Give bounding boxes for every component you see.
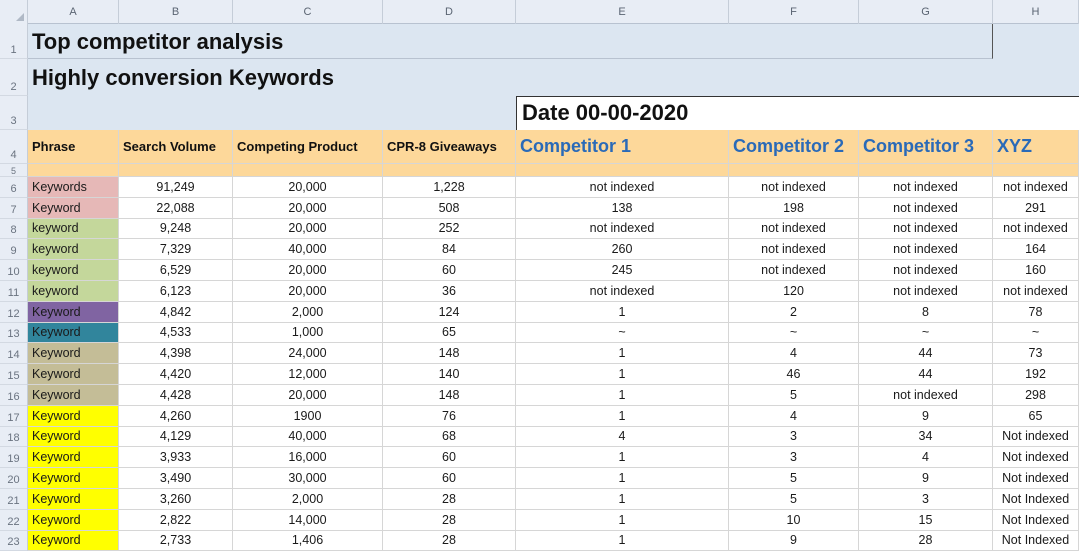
row-number[interactable]: 13 bbox=[0, 323, 28, 344]
row-number[interactable]: 15 bbox=[0, 364, 28, 385]
column-header-d[interactable]: D bbox=[383, 0, 516, 24]
phrase-cell[interactable]: Keyword bbox=[28, 447, 119, 468]
data-cell[interactable]: ~ bbox=[516, 323, 729, 344]
phrase-cell[interactable]: Keyword bbox=[28, 489, 119, 510]
data-cell[interactable]: not indexed bbox=[729, 177, 859, 198]
header-cell[interactable]: Competitor 1 bbox=[516, 130, 729, 164]
data-cell[interactable]: 9 bbox=[859, 406, 993, 427]
data-cell[interactable]: 1 bbox=[516, 343, 729, 364]
row-number[interactable]: 17 bbox=[0, 406, 28, 427]
data-cell[interactable]: 28 bbox=[383, 510, 516, 531]
table-row bbox=[0, 489, 1079, 510]
data-cell[interactable]: 298 bbox=[993, 385, 1079, 406]
phrase-cell[interactable]: keyword bbox=[28, 239, 119, 260]
data-cell[interactable]: 44 bbox=[859, 343, 993, 364]
column-header-a[interactable]: A bbox=[28, 0, 119, 24]
table-row bbox=[0, 198, 1079, 219]
data-cell[interactable]: 7,329 bbox=[119, 239, 233, 260]
data-cell[interactable]: 34 bbox=[859, 427, 993, 448]
data-cell[interactable]: 30,000 bbox=[233, 468, 383, 489]
data-cell[interactable]: ~ bbox=[859, 323, 993, 344]
data-cell[interactable]: 1 bbox=[516, 447, 729, 468]
table-row bbox=[0, 239, 1079, 260]
data-cell[interactable]: 20,000 bbox=[233, 177, 383, 198]
data-cell[interactable]: 160 bbox=[993, 260, 1079, 281]
data-cell[interactable]: 3 bbox=[729, 427, 859, 448]
data-cell[interactable]: 120 bbox=[729, 281, 859, 302]
data-cell[interactable]: 2 bbox=[729, 302, 859, 323]
row-number[interactable]: 9 bbox=[0, 239, 28, 260]
phrase-cell[interactable]: Keyword bbox=[28, 510, 119, 531]
data-cell[interactable]: 22,088 bbox=[119, 198, 233, 219]
data-cell[interactable]: 60 bbox=[383, 447, 516, 468]
data-cell[interactable]: not indexed bbox=[859, 239, 993, 260]
data-cell[interactable]: 192 bbox=[993, 364, 1079, 385]
data-cell[interactable]: 4,129 bbox=[119, 427, 233, 448]
phrase-cell[interactable]: Keyword bbox=[28, 406, 119, 427]
data-cell[interactable]: 5 bbox=[729, 468, 859, 489]
data-cell[interactable]: 73 bbox=[993, 343, 1079, 364]
column-header-e[interactable]: E bbox=[516, 0, 729, 24]
data-cell[interactable]: 65 bbox=[993, 406, 1079, 427]
data-cell[interactable]: 252 bbox=[383, 219, 516, 240]
data-cell[interactable]: 291 bbox=[993, 198, 1079, 219]
data-cell[interactable]: 1,228 bbox=[383, 177, 516, 198]
table-row bbox=[0, 219, 1079, 240]
table-row bbox=[0, 427, 1079, 448]
data-cell[interactable]: 14,000 bbox=[233, 510, 383, 531]
header-cell[interactable]: Search Volume bbox=[119, 130, 233, 164]
header-cell[interactable]: CPR-8 Giveaways bbox=[383, 130, 516, 164]
data-cell[interactable]: not indexed bbox=[729, 219, 859, 240]
data-cell[interactable]: 2,000 bbox=[233, 489, 383, 510]
row-number[interactable]: 8 bbox=[0, 219, 28, 240]
table-row bbox=[0, 447, 1079, 468]
data-cell[interactable]: 44 bbox=[859, 364, 993, 385]
header-cell[interactable]: Competing Product bbox=[233, 130, 383, 164]
data-cell[interactable]: Not indexed bbox=[993, 427, 1079, 448]
table-row bbox=[0, 177, 1079, 198]
data-cell[interactable]: 3,490 bbox=[119, 468, 233, 489]
table-row bbox=[0, 468, 1079, 489]
column-header-c[interactable]: C bbox=[233, 0, 383, 24]
row-number[interactable]: 5 bbox=[0, 164, 28, 177]
phrase-cell[interactable]: Keyword bbox=[28, 385, 119, 406]
data-cell[interactable]: 148 bbox=[383, 343, 516, 364]
data-cell[interactable]: 1 bbox=[516, 510, 729, 531]
empty-cell[interactable] bbox=[859, 164, 993, 177]
row-number[interactable]: 6 bbox=[0, 177, 28, 198]
select-all-corner[interactable] bbox=[0, 0, 28, 24]
data-cell[interactable]: 4 bbox=[516, 427, 729, 448]
data-cell[interactable]: 2,000 bbox=[233, 302, 383, 323]
data-cell[interactable]: 1 bbox=[516, 302, 729, 323]
data-cell[interactable]: 28 bbox=[383, 489, 516, 510]
data-cell[interactable]: 4,533 bbox=[119, 323, 233, 344]
phrase-cell[interactable]: keyword bbox=[28, 219, 119, 240]
data-cell[interactable]: 6,123 bbox=[119, 281, 233, 302]
data-cell[interactable]: not indexed bbox=[859, 219, 993, 240]
row-number[interactable]: 2 bbox=[0, 59, 28, 96]
data-cell[interactable]: 9 bbox=[859, 468, 993, 489]
row-number[interactable]: 23 bbox=[0, 531, 28, 552]
data-cell[interactable]: 5 bbox=[729, 385, 859, 406]
row-number[interactable]: 4 bbox=[0, 130, 28, 164]
title-band-right bbox=[993, 24, 1079, 59]
row-number[interactable]: 20 bbox=[0, 468, 28, 489]
empty-cell[interactable] bbox=[28, 164, 119, 177]
table-row bbox=[0, 510, 1079, 531]
sheet-subtitle[interactable]: Highly conversion Keywords bbox=[32, 64, 334, 90]
empty-cell[interactable] bbox=[516, 164, 729, 177]
header-row bbox=[0, 130, 1079, 164]
column-header-g[interactable]: G bbox=[859, 0, 993, 24]
data-cell[interactable]: Not indexed bbox=[993, 468, 1079, 489]
data-cell[interactable]: 20,000 bbox=[233, 198, 383, 219]
data-cell[interactable]: 4,260 bbox=[119, 406, 233, 427]
date-label[interactable]: Date 00-00-2020 bbox=[522, 100, 689, 125]
row-number[interactable]: 3 bbox=[0, 96, 28, 130]
table-row bbox=[0, 323, 1079, 344]
data-cell[interactable]: 24,000 bbox=[233, 343, 383, 364]
data-cell[interactable]: 4,398 bbox=[119, 343, 233, 364]
table-row bbox=[0, 385, 1079, 406]
header-cell[interactable]: Competitor 2 bbox=[729, 130, 859, 164]
row-number[interactable]: 12 bbox=[0, 302, 28, 323]
data-cell[interactable]: 40,000 bbox=[233, 239, 383, 260]
row-number[interactable]: 18 bbox=[0, 427, 28, 448]
data-cell[interactable]: 65 bbox=[383, 323, 516, 344]
data-cell[interactable]: 20,000 bbox=[233, 281, 383, 302]
data-cell[interactable]: 15 bbox=[859, 510, 993, 531]
data-cell[interactable]: 10 bbox=[729, 510, 859, 531]
row-5 bbox=[0, 164, 1079, 177]
data-cell[interactable]: 1 bbox=[516, 364, 729, 385]
row-1 bbox=[0, 24, 1079, 59]
data-cell[interactable]: 1,000 bbox=[233, 323, 383, 344]
row-number[interactable]: 14 bbox=[0, 343, 28, 364]
data-cell[interactable]: 28 bbox=[383, 531, 516, 552]
phrase-cell[interactable]: Keyword bbox=[28, 343, 119, 364]
data-cell[interactable]: 16,000 bbox=[233, 447, 383, 468]
data-cell[interactable]: not indexed bbox=[859, 198, 993, 219]
data-cell[interactable]: 4,428 bbox=[119, 385, 233, 406]
row-number[interactable]: 16 bbox=[0, 385, 28, 406]
row-number[interactable]: 19 bbox=[0, 447, 28, 468]
data-cell[interactable]: 12,000 bbox=[233, 364, 383, 385]
data-cell[interactable]: not indexed bbox=[516, 177, 729, 198]
data-cell[interactable]: 164 bbox=[993, 239, 1079, 260]
data-cell[interactable]: not indexed bbox=[516, 281, 729, 302]
data-cell[interactable]: 3,260 bbox=[119, 489, 233, 510]
data-cell[interactable]: 3 bbox=[859, 489, 993, 510]
data-cell[interactable]: ~ bbox=[729, 323, 859, 344]
data-cell[interactable]: not indexed bbox=[859, 177, 993, 198]
data-cell[interactable]: Not Indexed bbox=[993, 510, 1079, 531]
data-cell[interactable]: not indexed bbox=[993, 177, 1079, 198]
data-cell[interactable]: Not Indexed bbox=[993, 531, 1079, 552]
data-cell[interactable]: 1 bbox=[516, 531, 729, 552]
data-cell[interactable]: 36 bbox=[383, 281, 516, 302]
data-cell[interactable]: 9,248 bbox=[119, 219, 233, 240]
data-cell[interactable]: 20,000 bbox=[233, 219, 383, 240]
column-header-b[interactable]: B bbox=[119, 0, 233, 24]
data-cell[interactable]: 140 bbox=[383, 364, 516, 385]
row-number[interactable]: 1 bbox=[0, 24, 28, 59]
empty-cell[interactable] bbox=[119, 164, 233, 177]
data-cell[interactable]: 1 bbox=[516, 468, 729, 489]
data-cell[interactable]: ~ bbox=[993, 323, 1079, 344]
data-cell[interactable]: not indexed bbox=[859, 260, 993, 281]
data-cell[interactable]: 148 bbox=[383, 385, 516, 406]
header-cell[interactable]: Phrase bbox=[28, 130, 119, 164]
row-number[interactable]: 21 bbox=[0, 489, 28, 510]
data-cell[interactable]: Not indexed bbox=[993, 447, 1079, 468]
table-row bbox=[0, 302, 1079, 323]
phrase-cell[interactable]: Keyword bbox=[28, 427, 119, 448]
data-cell[interactable]: not indexed bbox=[993, 281, 1079, 302]
empty-cell[interactable] bbox=[729, 164, 859, 177]
data-cell[interactable]: 60 bbox=[383, 468, 516, 489]
data-cell[interactable]: 4,842 bbox=[119, 302, 233, 323]
data-cell[interactable]: 1900 bbox=[233, 406, 383, 427]
data-cell[interactable]: not indexed bbox=[859, 385, 993, 406]
data-cell[interactable]: 4 bbox=[729, 406, 859, 427]
data-cell[interactable]: 9 bbox=[729, 531, 859, 552]
table-row bbox=[0, 260, 1079, 281]
data-cell[interactable]: 20,000 bbox=[233, 260, 383, 281]
header-cell[interactable]: XYZ bbox=[993, 130, 1079, 164]
data-cell[interactable]: 508 bbox=[383, 198, 516, 219]
table-row bbox=[0, 343, 1079, 364]
table-row bbox=[0, 364, 1079, 385]
row-2 bbox=[0, 59, 1079, 96]
phrase-cell[interactable]: Keyword bbox=[28, 302, 119, 323]
row-number[interactable]: 11 bbox=[0, 281, 28, 302]
data-cell[interactable]: not indexed bbox=[516, 219, 729, 240]
data-cell[interactable]: 4 bbox=[729, 343, 859, 364]
data-cell[interactable]: not indexed bbox=[993, 219, 1079, 240]
data-cell[interactable]: 91,249 bbox=[119, 177, 233, 198]
data-cell[interactable]: Not Indexed bbox=[993, 489, 1079, 510]
data-cell[interactable]: 1 bbox=[516, 406, 729, 427]
data-cell[interactable]: 1,406 bbox=[233, 531, 383, 552]
empty-cell[interactable] bbox=[233, 164, 383, 177]
phrase-cell[interactable]: keyword bbox=[28, 260, 119, 281]
data-cell[interactable]: 4,420 bbox=[119, 364, 233, 385]
data-cell[interactable]: 260 bbox=[516, 239, 729, 260]
data-cell[interactable]: not indexed bbox=[859, 281, 993, 302]
row-number[interactable]: 22 bbox=[0, 510, 28, 531]
band-left bbox=[28, 96, 516, 130]
empty-cell[interactable] bbox=[993, 164, 1079, 177]
data-cell[interactable]: 60 bbox=[383, 260, 516, 281]
row-number[interactable]: 7 bbox=[0, 198, 28, 219]
column-header-h[interactable]: H bbox=[993, 0, 1079, 24]
data-cell[interactable]: 198 bbox=[729, 198, 859, 219]
column-header-f[interactable]: F bbox=[729, 0, 859, 24]
data-cell[interactable]: 3 bbox=[729, 447, 859, 468]
phrase-cell[interactable]: Keyword bbox=[28, 323, 119, 344]
data-cell[interactable]: 245 bbox=[516, 260, 729, 281]
data-cell[interactable]: not indexed bbox=[729, 239, 859, 260]
data-cell[interactable]: 4 bbox=[859, 447, 993, 468]
data-cell[interactable]: 46 bbox=[729, 364, 859, 385]
data-cell[interactable]: 40,000 bbox=[233, 427, 383, 448]
data-cell[interactable]: 76 bbox=[383, 406, 516, 427]
empty-cell[interactable] bbox=[383, 164, 516, 177]
phrase-cell[interactable]: Keywords bbox=[28, 177, 119, 198]
data-cell[interactable]: 1 bbox=[516, 489, 729, 510]
sheet-title[interactable]: Top competitor analysis bbox=[32, 28, 284, 54]
data-cell[interactable]: 28 bbox=[859, 531, 993, 552]
row-number[interactable]: 10 bbox=[0, 260, 28, 281]
data-cell[interactable]: 5 bbox=[729, 489, 859, 510]
phrase-cell[interactable]: Keyword bbox=[28, 468, 119, 489]
table-row bbox=[0, 406, 1079, 427]
data-cell[interactable]: 124 bbox=[383, 302, 516, 323]
data-cell[interactable]: 78 bbox=[993, 302, 1079, 323]
table-row bbox=[0, 281, 1079, 302]
data-cell[interactable]: 138 bbox=[516, 198, 729, 219]
data-cell[interactable]: 84 bbox=[383, 239, 516, 260]
data-cell[interactable]: 6,529 bbox=[119, 260, 233, 281]
phrase-cell[interactable]: keyword bbox=[28, 281, 119, 302]
data-cell[interactable]: 1 bbox=[516, 385, 729, 406]
data-cell[interactable]: 3,933 bbox=[119, 447, 233, 468]
table-row bbox=[0, 531, 1079, 552]
data-cell[interactable]: 8 bbox=[859, 302, 993, 323]
data-cell[interactable]: not indexed bbox=[729, 260, 859, 281]
phrase-cell[interactable]: Keyword bbox=[28, 531, 119, 552]
phrase-cell[interactable]: Keyword bbox=[28, 364, 119, 385]
data-cell[interactable]: 20,000 bbox=[233, 385, 383, 406]
row-3 bbox=[0, 96, 1079, 130]
data-cell[interactable]: 2,822 bbox=[119, 510, 233, 531]
phrase-cell[interactable]: Keyword bbox=[28, 198, 119, 219]
header-cell[interactable]: Competitor 3 bbox=[859, 130, 993, 164]
data-cell[interactable]: 2,733 bbox=[119, 531, 233, 552]
data-cell[interactable]: 68 bbox=[383, 427, 516, 448]
